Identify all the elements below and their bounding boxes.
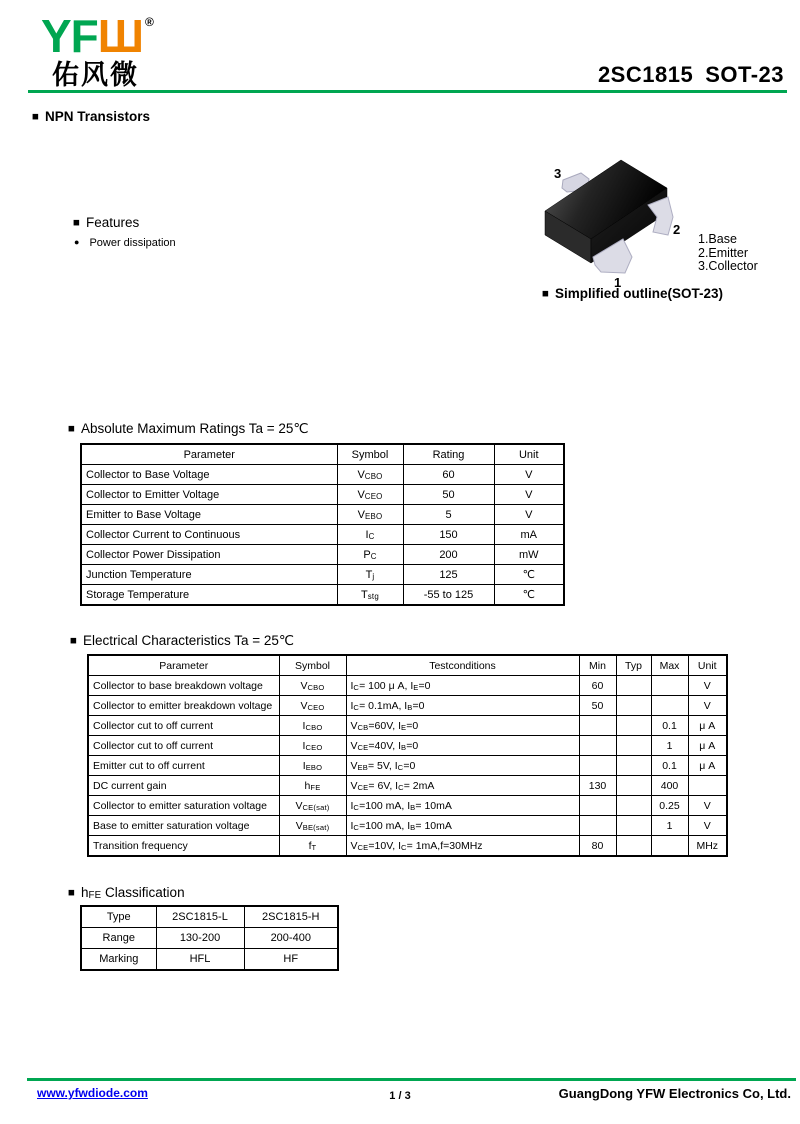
cell-rating: 50 xyxy=(403,485,494,505)
cell-symbol: $V_{CBO}$ xyxy=(279,676,346,696)
section-abs-max xyxy=(68,421,309,437)
cell-testconditions: $V_{CE}=40V$, $I_B=0$ xyxy=(346,736,579,756)
cell-min xyxy=(579,716,616,736)
table-header-row xyxy=(88,655,727,676)
square-bullet-icon: ■ xyxy=(68,887,75,899)
registered-mark: ® xyxy=(145,15,153,29)
table-row xyxy=(81,545,564,565)
footer-rule xyxy=(27,1078,796,1081)
cell-symbol: $P_C$ xyxy=(337,545,403,565)
table-row xyxy=(81,949,338,971)
cell-max: 1 xyxy=(651,816,688,836)
col-unit: Unit xyxy=(688,655,727,676)
table-row xyxy=(88,676,727,696)
table-row xyxy=(81,525,564,545)
square-bullet-icon: ■ xyxy=(68,423,75,435)
col-rating: Rating xyxy=(403,444,494,465)
sot23-package-drawing xyxy=(533,147,698,292)
part-number: 2SC1815 xyxy=(597,62,694,87)
cell-max xyxy=(651,836,688,857)
table-row xyxy=(88,756,727,776)
cell-unit: μ A xyxy=(688,716,727,736)
square-bullet-icon: ■ xyxy=(70,635,77,647)
table-row xyxy=(88,696,727,716)
cell-typ xyxy=(616,676,651,696)
cell-parameter: Collector to base breakdown voltage xyxy=(88,676,279,696)
cell-testconditions: $V_{CE}=10V$, $I_C= 1mA,f=30MHz$ xyxy=(346,836,579,857)
pin-function-collector: 3.Collector xyxy=(698,259,758,273)
cell-parameter: Storage Temperature xyxy=(81,585,337,606)
package-name: SOT-23 xyxy=(705,62,784,87)
cell-label: Marking xyxy=(81,949,156,971)
cell-symbol: $V_{CEO}$ xyxy=(337,485,403,505)
page-number: 1 / 3 xyxy=(389,1090,411,1102)
cell-unit: μ A xyxy=(688,736,727,756)
cell-testconditions: $I_C=100$ mA, $I_B= 10mA$ xyxy=(346,796,579,816)
cell-parameter: Base to emitter saturation voltage xyxy=(88,816,279,836)
cell-label: Type xyxy=(81,906,156,928)
pin-function-base: 1.Base xyxy=(698,232,737,246)
cell-testconditions: $V_{EB}= 5V$, $I_C=0$ xyxy=(346,756,579,776)
table-row xyxy=(81,928,338,949)
abs-max-title: Absolute Maximum Ratings Ta = 25℃ xyxy=(80,421,309,436)
cell-testconditions: $V_{CB}=60V$, $I_E=0$ xyxy=(346,716,579,736)
col-typ: Typ xyxy=(616,655,651,676)
cell-parameter: Emitter to Base Voltage xyxy=(81,505,337,525)
brand-logo-text xyxy=(41,10,153,62)
section-npn-transistors xyxy=(32,109,150,124)
cell-min xyxy=(579,736,616,756)
abs-max-table xyxy=(80,443,565,606)
cell-parameter: Collector cut to off current xyxy=(88,736,279,756)
header-rule xyxy=(28,90,787,93)
square-bullet-icon: ■ xyxy=(73,217,80,229)
table-row xyxy=(81,565,564,585)
cell-parameter: Transition frequency xyxy=(88,836,279,857)
electrical-title: Electrical Characteristics Ta = 25℃ xyxy=(82,633,295,648)
cell-max: 0.25 xyxy=(651,796,688,816)
col-symbol: Symbol xyxy=(337,444,403,465)
feature-item-label: Power dissipation xyxy=(89,237,176,249)
cell-parameter: Junction Temperature xyxy=(81,565,337,585)
cell-min xyxy=(579,756,616,776)
table-row xyxy=(81,906,338,928)
cell-unit: ℃ xyxy=(494,585,564,606)
cell-parameter: Collector to emitter saturation voltage xyxy=(88,796,279,816)
cell-marking-h: HF xyxy=(244,949,338,971)
cell-symbol: $T_j$ xyxy=(337,565,403,585)
cell-max: 400 xyxy=(651,776,688,796)
table-row xyxy=(81,505,564,525)
table-row xyxy=(88,716,727,736)
cell-parameter: Collector Power Dissipation xyxy=(81,545,337,565)
hfe-title: $h_{FE}$ Classification xyxy=(80,885,185,901)
cell-symbol: $I_C$ xyxy=(337,525,403,545)
cell-unit: mA xyxy=(494,525,564,545)
cell-parameter: DC current gain xyxy=(88,776,279,796)
cell-unit: V xyxy=(688,796,727,816)
col-min: Min xyxy=(579,655,616,676)
cell-rating: 5 xyxy=(403,505,494,525)
cell-unit xyxy=(688,776,727,796)
cell-marking-l: HFL xyxy=(156,949,244,971)
cell-testconditions: $I_C= 100$ μ A, $I_E=0$ xyxy=(346,676,579,696)
cell-rating: -55 to 125 xyxy=(403,585,494,606)
cell-min: 60 xyxy=(579,676,616,696)
table-row xyxy=(88,816,727,836)
cell-symbol: $I_{CBO}$ xyxy=(279,716,346,736)
cell-typ xyxy=(616,696,651,716)
cell-type-l: 2SC1815-L xyxy=(156,906,244,928)
footer-website-link[interactable]: www.yfwdiode.com xyxy=(37,1086,148,1100)
section-features xyxy=(73,215,139,230)
col-parameter: Parameter xyxy=(81,444,337,465)
table-row xyxy=(81,465,564,485)
section-npn-label: NPN Transistors xyxy=(44,109,150,124)
cell-type-h: 2SC1815-H xyxy=(244,906,338,928)
col-symbol: Symbol xyxy=(279,655,346,676)
pin-function-emitter: 2.Emitter xyxy=(698,245,749,260)
square-bullet-icon: ■ xyxy=(32,111,39,123)
cell-rating: 125 xyxy=(403,565,494,585)
cell-unit: V xyxy=(494,485,564,505)
section-electrical xyxy=(70,633,294,649)
cell-range-h: 200-400 xyxy=(244,928,338,949)
brand-chinese-name: 佑风微 xyxy=(52,60,139,90)
cell-unit: V xyxy=(494,505,564,525)
cell-max xyxy=(651,696,688,716)
cell-unit: ℃ xyxy=(494,565,564,585)
cell-parameter: Collector to Emitter Voltage xyxy=(81,485,337,505)
cell-testconditions: $V_{CE}= 6V$, $I_C= 2mA$ xyxy=(346,776,579,796)
cell-symbol: $V_{CBO}$ xyxy=(337,465,403,485)
round-bullet-icon: ● xyxy=(74,237,80,247)
pin-number-3: 3 xyxy=(554,166,562,181)
pin-number-1: 1 xyxy=(614,275,622,290)
cell-typ xyxy=(616,836,651,857)
brand-logo xyxy=(41,10,153,90)
cell-typ xyxy=(616,756,651,776)
cell-testconditions: $I_C= 0.1mA$, $I_B=0$ xyxy=(346,696,579,716)
cell-parameter: Collector to Base Voltage xyxy=(81,465,337,485)
table-header-row xyxy=(81,444,564,465)
cell-unit: V xyxy=(688,696,727,716)
cell-symbol: $T_{stg}$ xyxy=(337,585,403,606)
cell-min: 80 xyxy=(579,836,616,857)
table-row xyxy=(81,485,564,505)
cell-max xyxy=(651,676,688,696)
cell-max: 0.1 xyxy=(651,716,688,736)
cell-symbol: $V_{BE(sat)}$ xyxy=(279,816,346,836)
outline-caption xyxy=(542,286,723,301)
cell-typ xyxy=(616,776,651,796)
cell-parameter: Collector Current to Continuous xyxy=(81,525,337,545)
col-max: Max xyxy=(651,655,688,676)
cell-rating: 150 xyxy=(403,525,494,545)
cell-parameter: Collector cut to off current xyxy=(88,716,279,736)
cell-symbol: $h_{FE}$ xyxy=(279,776,346,796)
cell-symbol: $V_{CEO}$ xyxy=(279,696,346,716)
col-testconditions: Testconditions xyxy=(346,655,579,676)
cell-typ xyxy=(616,796,651,816)
pin-function-list xyxy=(698,233,758,274)
cell-rating: 60 xyxy=(403,465,494,485)
table-row xyxy=(81,585,564,606)
electrical-table xyxy=(87,654,728,857)
footer-company-name: GuangDong YFW Electronics Co, Ltd. xyxy=(558,1086,791,1101)
cell-min xyxy=(579,816,616,836)
cell-typ xyxy=(616,736,651,756)
cell-rating: 200 xyxy=(403,545,494,565)
logo-w: Ш xyxy=(97,10,144,62)
cell-parameter: Collector to emitter breakdown voltage xyxy=(88,696,279,716)
cell-parameter: Emitter cut to off current xyxy=(88,756,279,776)
pin-number-2: 2 xyxy=(673,222,681,237)
outline-caption-label: Simplified outline(SOT-23) xyxy=(554,286,723,301)
table-row xyxy=(88,836,727,857)
cell-unit: V xyxy=(494,465,564,485)
cell-min: 50 xyxy=(579,696,616,716)
section-hfe xyxy=(68,885,185,901)
table-row xyxy=(88,796,727,816)
cell-range-l: 130-200 xyxy=(156,928,244,949)
hfe-table xyxy=(80,905,339,971)
cell-min: 130 xyxy=(579,776,616,796)
cell-max: 1 xyxy=(651,736,688,756)
cell-min xyxy=(579,796,616,816)
features-title: Features xyxy=(85,215,140,230)
cell-unit: V xyxy=(688,816,727,836)
cell-symbol: $f_T$ xyxy=(279,836,346,857)
logo-yf: YF xyxy=(41,10,98,62)
cell-unit: μ A xyxy=(688,756,727,776)
page-title xyxy=(598,62,784,88)
table-row xyxy=(88,776,727,796)
col-unit: Unit xyxy=(494,444,564,465)
cell-typ xyxy=(616,816,651,836)
cell-symbol: $I_{EBO}$ xyxy=(279,756,346,776)
cell-symbol: $I_{CEO}$ xyxy=(279,736,346,756)
cell-unit: MHz xyxy=(688,836,727,857)
square-bullet-icon: ■ xyxy=(542,288,549,300)
cell-symbol: $V_{EBO}$ xyxy=(337,505,403,525)
cell-testconditions: $I_C=100$ mA, $I_B= 10mA$ xyxy=(346,816,579,836)
table-row xyxy=(88,736,727,756)
cell-symbol: $V_{CE(sat)}$ xyxy=(279,796,346,816)
col-parameter: Parameter xyxy=(88,655,279,676)
feature-item xyxy=(74,237,176,249)
cell-label: Range xyxy=(81,928,156,949)
cell-unit: V xyxy=(688,676,727,696)
cell-max: 0.1 xyxy=(651,756,688,776)
cell-typ xyxy=(616,716,651,736)
cell-unit: mW xyxy=(494,545,564,565)
